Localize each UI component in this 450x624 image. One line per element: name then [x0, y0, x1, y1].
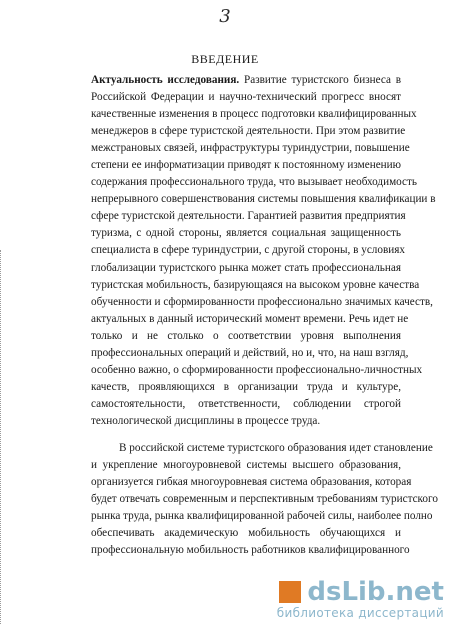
paragraph-line: профессиональную мобильность работников квалифицированного: [91, 544, 410, 557]
paragraph-line: обученности и сформированности профессионально значимых качеств,: [91, 295, 433, 308]
watermark-subtitle: библиотека диссертаций: [276, 606, 444, 620]
paragraph-line: содержания профессионального труда, что вызывает необходимость: [91, 176, 417, 189]
paragraph-line: актуальных в данный исторический момент времени. Речь идет не: [91, 312, 409, 325]
paragraph-line: глобализации туристского рынка может стать профессиональная: [91, 261, 401, 274]
paragraph-line: особенно важно, о сформированности профессионально-личностных: [91, 363, 423, 376]
dslib-logo-icon: [279, 581, 301, 603]
paragraph-line: обеспечивать академическую мобильность обучающихся и: [91, 527, 401, 540]
paragraph-relevance: [91, 72, 436, 430]
paragraph-line: профессиональных операций и действий, но и, что, на наш взгляд,: [91, 346, 409, 359]
paragraph-line: качеств, проявляющихся в организации труда и культуре,: [91, 380, 401, 393]
paragraph-line: специалиста в сфере туриндустрии, с другой стороны, в условиях: [91, 244, 405, 257]
paragraph-line: Российской Федерации и научно-технический прогресс вносят: [91, 91, 401, 104]
watermark-brand-text: dsLib.net: [307, 577, 444, 607]
paragraph-lead: Актуальность исследования.: [91, 74, 240, 86]
paragraph-line: организуется гибкая многоуровневая система образования, которая: [91, 476, 412, 489]
watermark-brand: [277, 578, 444, 606]
paragraph-line: В российской системе туристского образования идет становление: [119, 442, 433, 454]
paragraph-line: менеджеров в сфере туристской деятельности. При этом развитие: [91, 125, 406, 138]
paragraph-education-system: [91, 440, 438, 559]
scan-margin-marks: [0, 250, 9, 624]
paragraph-line: и укрепление многоуровневой системы высшего образования,: [91, 459, 401, 472]
page-number: 3: [219, 6, 231, 27]
paragraph-line: будет отвечать современным и перспективным требованиям туристского: [91, 493, 438, 506]
paragraph-line: непрерывного совершенствования системы повышения квалификации в: [91, 193, 436, 206]
paragraph-line: Актуальность исследования. Развитие туристского бизнеса в: [91, 74, 401, 86]
paragraph-line: самостоятельности, ответственности, соблюдении строгой: [91, 397, 401, 410]
section-heading: ВВЕДЕНИЕ: [191, 52, 259, 66]
paragraph-line: технологической дисциплины в процессе труда.: [91, 414, 321, 427]
paragraph-line: туристская мобильность, базирующаяся на высоком уровне качества: [91, 278, 420, 291]
paragraph-line: только и не столько о соответствии уровня выполнения: [91, 329, 401, 342]
paragraph-line: сфере туристской деятельности. Гарантией развития предприятия: [91, 210, 406, 223]
paragraph-line: межстрановых связей, инфраструктуры туриндустрии, повышение: [91, 142, 410, 155]
paragraph-line: рынка труда, рынка квалифицированной рабочей силы, наиболее полно: [91, 510, 433, 523]
paragraph-line: качественные изменения в процесс подготовки квалифицированных: [91, 108, 417, 121]
paragraph-line: степени ее информатизации приводят к постоянному изменению: [91, 159, 401, 172]
dslib-watermark: [277, 578, 444, 620]
paragraph-line: туризма, с одной стороны, является социальная защищенность: [91, 227, 401, 240]
